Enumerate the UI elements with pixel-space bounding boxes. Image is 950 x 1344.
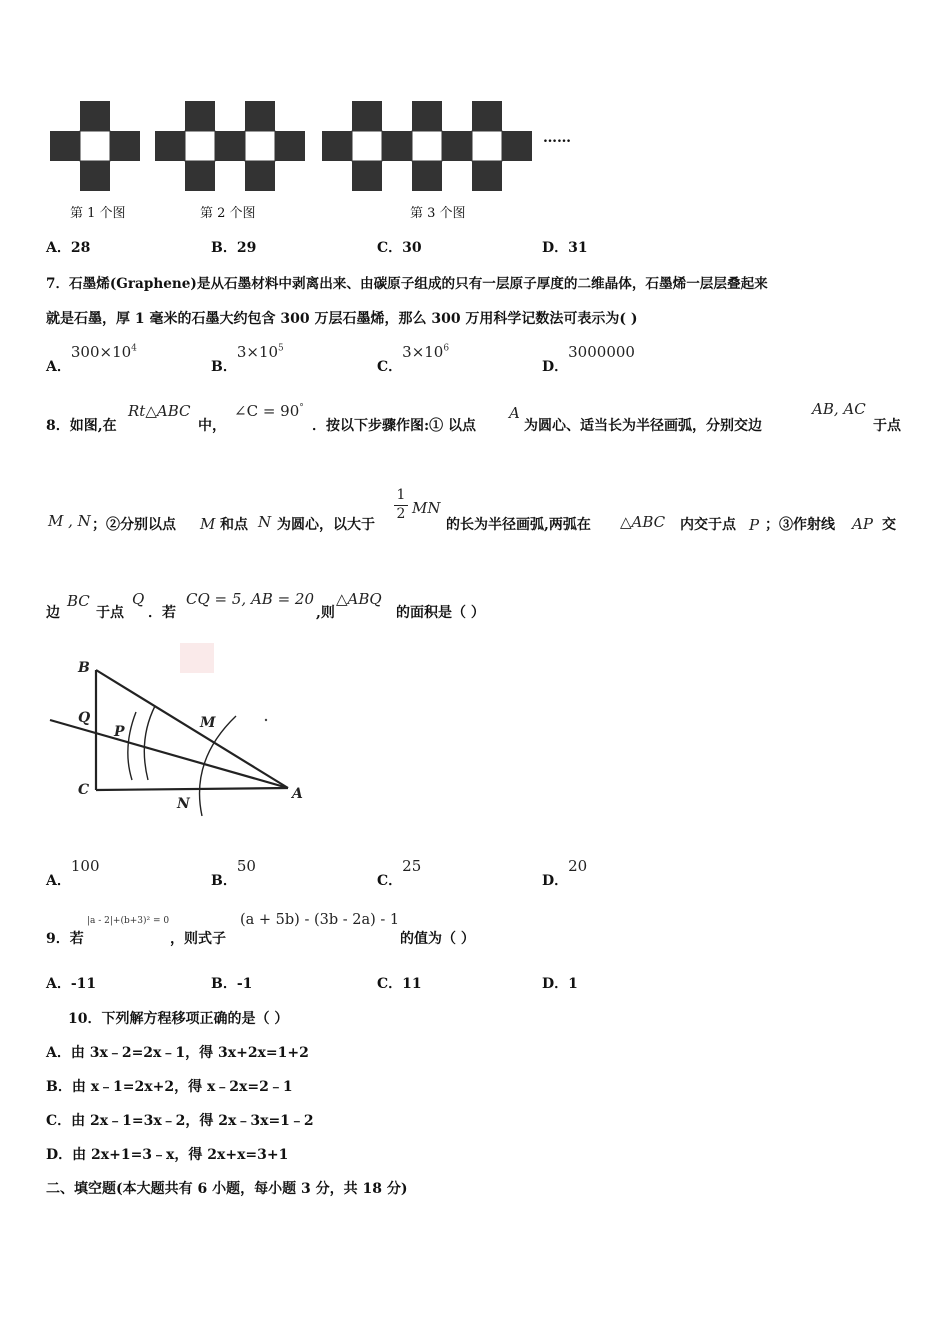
fig3-square bbox=[412, 101, 442, 131]
fig3-square bbox=[412, 161, 442, 191]
q8-option-a[interactable]: A．100 bbox=[46, 857, 100, 889]
q7-option-d[interactable]: D．3000000 bbox=[542, 343, 635, 375]
q8-jiao: 交 bbox=[882, 517, 896, 533]
fig-label-n: N bbox=[177, 796, 190, 812]
fig3-square bbox=[472, 161, 502, 191]
q6-option-b[interactable]: B．29 bbox=[211, 240, 257, 256]
fig-label-b: B bbox=[78, 660, 90, 676]
q8-step2-e: 内交于点 bbox=[680, 517, 736, 533]
ray-ap bbox=[50, 720, 288, 788]
q8-zhong: 中， bbox=[198, 418, 226, 434]
fig3-square bbox=[352, 161, 382, 191]
side-ca bbox=[96, 788, 288, 790]
q8-step2-b: 和点 bbox=[220, 517, 248, 533]
q8-triangle-abc: △ABC bbox=[620, 513, 666, 531]
fig-label-c: C bbox=[78, 782, 90, 798]
q9-prefix: 9．若 bbox=[46, 931, 84, 947]
q9-option-d[interactable]: D．1 bbox=[542, 976, 578, 992]
fig2-square bbox=[155, 131, 185, 161]
q8-yudian2: 于点 bbox=[96, 605, 124, 621]
q8-mn: M , N bbox=[48, 512, 91, 530]
q8-triangle-abq: △ABQ bbox=[336, 590, 382, 608]
q8-step3: ；③作射线 bbox=[765, 517, 835, 533]
fig2-square bbox=[185, 161, 215, 191]
fig2-square bbox=[245, 101, 275, 131]
q8-ruo: ．若 bbox=[148, 605, 176, 621]
fig-label-a: A bbox=[292, 786, 303, 802]
section-2-heading: 二、填空题(本大题共有 6 小题，每小题 3 分，共 18 分) bbox=[46, 1181, 408, 1197]
q10-option-a[interactable]: A．由 3x﹣2=2x﹣1，得 3x+2x=1+2 bbox=[46, 1045, 309, 1061]
fig3-square bbox=[322, 131, 352, 161]
caption-fig3: 第 3 个图 bbox=[410, 206, 466, 221]
fig1-square bbox=[50, 131, 80, 161]
arc-from-m bbox=[128, 712, 136, 780]
q8-step2-d: 的长为半径画弧,两弧在 bbox=[446, 517, 591, 533]
caption-fig2: 第 2 个图 bbox=[200, 206, 256, 221]
fig3-square bbox=[502, 131, 532, 161]
fig2-square bbox=[215, 131, 245, 161]
q9-expression: (a + 5b) - (3b - 2a) - 1 bbox=[240, 912, 400, 928]
q10-stem: 10．下列解方程移项正确的是（ ） bbox=[68, 1011, 289, 1027]
fig3-square bbox=[472, 101, 502, 131]
q8-point-a: A bbox=[509, 404, 520, 422]
fig-label-p: P bbox=[114, 724, 125, 740]
q8-triangle-figure bbox=[40, 640, 320, 840]
q8-ray-ap: AP bbox=[852, 515, 873, 533]
q9-option-c[interactable]: C．11 bbox=[377, 976, 422, 992]
fig-label-q: Q bbox=[78, 710, 91, 726]
q6-option-d[interactable]: D．31 bbox=[542, 240, 588, 256]
q8-step2-c: 为圆心，以大于 bbox=[277, 517, 375, 533]
fig1-square bbox=[80, 161, 110, 191]
q9-condition: |a - 2|+(b+3)² = 0 bbox=[87, 916, 170, 926]
q9-option-b[interactable]: B．-1 bbox=[211, 976, 253, 992]
fig2-square bbox=[275, 131, 305, 161]
fig2-square bbox=[185, 101, 215, 131]
q8-rt-triangle: Rt△ABC bbox=[128, 402, 191, 420]
q8-point-n: N bbox=[258, 513, 272, 531]
fig2-square bbox=[245, 161, 275, 191]
q8-prefix: 8．如图,在 bbox=[46, 418, 117, 434]
caption-fig1: 第 1 个图 bbox=[70, 206, 126, 221]
q8-ab-ac: AB, AC bbox=[812, 400, 866, 418]
q10-option-b[interactable]: B．由 x﹣1=2x+2，得 x﹣2x=2﹣1 bbox=[46, 1079, 293, 1095]
q8-step2-a: ；②分别以点 bbox=[92, 517, 176, 533]
q8-point-m: M bbox=[200, 515, 216, 533]
fig3-square bbox=[352, 101, 382, 131]
q10-option-c[interactable]: C．由 2x﹣1=3x﹣2，得 2x﹣3x=1﹣2 bbox=[46, 1113, 314, 1129]
q8-steps: ．按以下步骤作图:① 以点 bbox=[312, 418, 477, 434]
q10-option-d[interactable]: D．由 2x+1=3﹣x，得 2x+x=3+1 bbox=[46, 1147, 289, 1163]
q9-option-a[interactable]: A．-11 bbox=[46, 976, 97, 992]
fig1-square bbox=[80, 101, 110, 131]
q8-circle-text: 为圆心、适当长为半径画弧，分别交边 bbox=[524, 418, 762, 434]
q8-bian: 边 bbox=[46, 605, 60, 621]
q8-side-bc: BC bbox=[67, 592, 90, 610]
q6-option-c[interactable]: C．30 bbox=[377, 240, 422, 256]
q8-point-q: Q bbox=[132, 590, 145, 608]
q7-option-a[interactable]: A．$300\times 10^4$ bbox=[46, 343, 137, 375]
q6-option-a[interactable]: A．28 bbox=[46, 240, 91, 256]
q7-option-b[interactable]: B．$3\times 10^5$ bbox=[211, 343, 284, 375]
q8-option-b[interactable]: B．50 bbox=[211, 857, 256, 889]
q8-point-p: P bbox=[749, 516, 760, 534]
q8-given: CQ = 5, AB = 20 bbox=[186, 590, 315, 608]
q8-angle-c: ∠C = 90° bbox=[234, 402, 304, 420]
q7-stem-line1: 7．石墨烯(Graphene)是从石墨材料中剥离出来、由碳原子组成的只有一层原子厚度的二维晶体，石墨烯一层层叠起来 bbox=[46, 276, 768, 292]
q8-yu-dian: 于点 bbox=[873, 418, 901, 434]
fig3-square bbox=[442, 131, 472, 161]
q8-option-c[interactable]: C．25 bbox=[377, 857, 422, 889]
q9-post: 的值为（ ） bbox=[400, 931, 475, 947]
side-ab bbox=[96, 670, 288, 788]
q8-fraction: 1 2 bbox=[394, 487, 408, 522]
arc-from-a bbox=[200, 716, 236, 816]
pattern-figures bbox=[40, 95, 580, 195]
q8-option-d[interactable]: D．20 bbox=[542, 857, 588, 889]
arc-from-n bbox=[144, 706, 155, 780]
q7-option-c[interactable]: C．$3\times 10^6$ bbox=[377, 343, 450, 375]
continuation-dots: …… bbox=[543, 130, 571, 146]
q7-stem-line2: 就是石墨，厚 1 毫米的石墨大约包含 300 万层石墨烯，那么 300 万用科学记数法可表示为( ) bbox=[46, 311, 638, 327]
q8-area-question: 的面积是（ ） bbox=[396, 605, 485, 621]
q8-fraction-mn: MN bbox=[412, 499, 441, 517]
q9-mid: ，则式子 bbox=[170, 931, 226, 947]
fig1-square bbox=[110, 131, 140, 161]
fig-label-m: M bbox=[200, 715, 216, 731]
q8-ze: ,则 bbox=[316, 605, 335, 621]
fig3-square bbox=[382, 131, 412, 161]
